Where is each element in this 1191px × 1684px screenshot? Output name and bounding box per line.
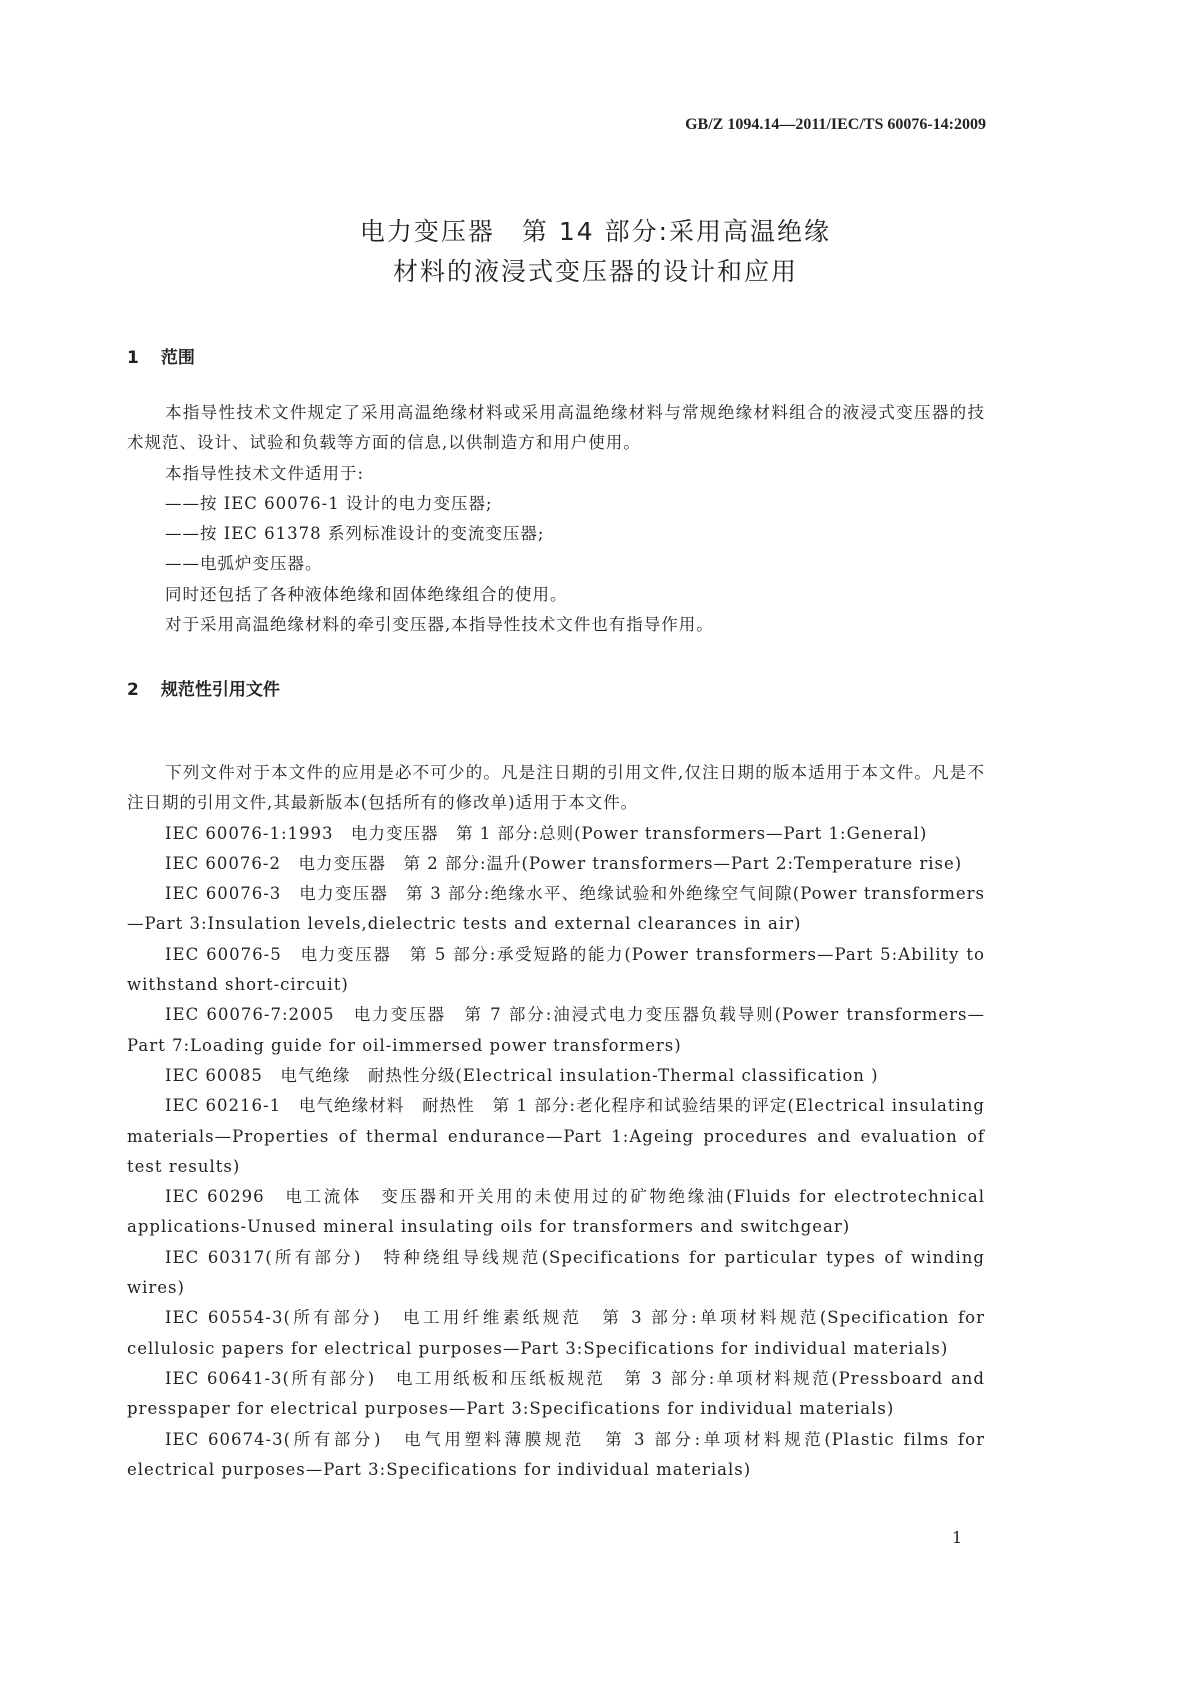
- paragraph: 下列文件对于本文件的应用是必不可少的。凡是注日期的引用文件,仅注日期的版本适用于本文件。凡是不注日期的引用文件,其最新版本(包括所有的修改单)适用于本文件。: [127, 763, 985, 813]
- list-item: ——电弧炉变压器。: [165, 554, 323, 574]
- reference-item: IEC 60076-5 电力变压器 第 5 部分:承受短路的能力(Power transformers—Part 5:Ability to withstand short-circuit): [127, 944, 985, 995]
- section-title: 范围: [160, 348, 195, 368]
- section-1-heading: [127, 343, 217, 368]
- reference-item: IEC 60216-1 电气绝缘材料 耐热性 第 1 部分:老化程序和试验结果的评定(Electrical insulating materials—Properties of thermal endurance—Part 1:Ageing procedures and evaluation of test results): [127, 1096, 985, 1176]
- section-2-heading: [127, 675, 302, 700]
- reference-item: IEC 60085 电气绝缘 耐热性分级(Electrical insulation-Thermal classification ): [165, 1065, 879, 1085]
- document-title-line-2: 材料的液浸式变压器的设计和应用: [392, 257, 798, 286]
- document-code-header: GB/Z 1094.14—2011/IEC/TS 60076-14:2009: [685, 116, 986, 133]
- reference-item: IEC 60296 电工流体 变压器和开关用的未使用过的矿物绝缘油(Fluids for electrotechnical applications-Unused mineral insulating oils for transformers and switchgear): [127, 1187, 985, 1237]
- paragraph: 本指导性技术文件适用于:: [165, 463, 365, 483]
- reference-item: IEC 60076-2 电力变压器 第 2 部分:温升(Power transformers—Part 2:Temperature rise): [165, 853, 963, 873]
- section-title: 规范性引用文件: [160, 680, 280, 700]
- list-item: ——按 IEC 60076-1 设计的电力变压器;: [165, 493, 493, 513]
- section-number: 1: [127, 348, 139, 368]
- reference-item: IEC 60674-3(所有部分) 电气用塑料薄膜规范 第 3 部分:单项材料规范(Plastic films for electrical purposes—Part 3:Specifications for individual materials): [127, 1429, 985, 1479]
- reference-item: IEC 60076-3 电力变压器 第 3 部分:绝缘水平、绝缘试验和外绝缘空气间隙(Power transformers—Part 3:Insulation levels,dielectric tests and external clearances in air): [127, 884, 985, 934]
- reference-item: IEC 60076-7:2005 电力变压器 第 7 部分:油浸式电力变压器负载导则(Power transformers—Part 7:Loading guide for oil-immersed power transformers): [127, 1005, 985, 1055]
- reference-item: IEC 60554-3(所有部分) 电工用纤维素纸规范 第 3 部分:单项材料规范(Specification for cellulosic papers for electrical purposes—Part 3:Specifications for individual materials): [127, 1308, 985, 1358]
- paragraph: 同时还包括了各种液体绝缘和固体绝缘组合的使用。: [165, 584, 568, 604]
- list-item: ——按 IEC 61378 系列标准设计的变流变压器;: [165, 524, 545, 544]
- section-number: 2: [127, 680, 139, 700]
- section-2-body: [127, 758, 985, 1485]
- page-number: 1: [952, 1528, 963, 1547]
- reference-item: IEC 60641-3(所有部分) 电工用纸板和压纸板规范 第 3 部分:单项材料规范(Pressboard and presspaper for electrical purposes—Part 3:Specifications for individual materials): [127, 1368, 985, 1419]
- document-title-line-1: 电力变压器 第 14 部分:采用高温绝缘: [359, 217, 832, 246]
- reference-item: IEC 60317(所有部分) 特种绕组导线规范(Specifications for particular types of winding wires): [127, 1247, 985, 1298]
- paragraph: 对于采用高温绝缘材料的牵引变压器,本指导性技术文件也有指导作用。: [165, 615, 714, 635]
- section-1-body: [127, 398, 985, 640]
- reference-item: IEC 60076-1:1993 电力变压器 第 1 部分:总则(Power transformers—Part 1:General): [165, 823, 928, 843]
- paragraph: 本指导性技术文件规定了采用高温绝缘材料或采用高温绝缘材料与常规绝缘材料组合的液浸式变压器的技术规范、设计、试验和负载等方面的信息,以供制造方和用户使用。: [127, 403, 985, 453]
